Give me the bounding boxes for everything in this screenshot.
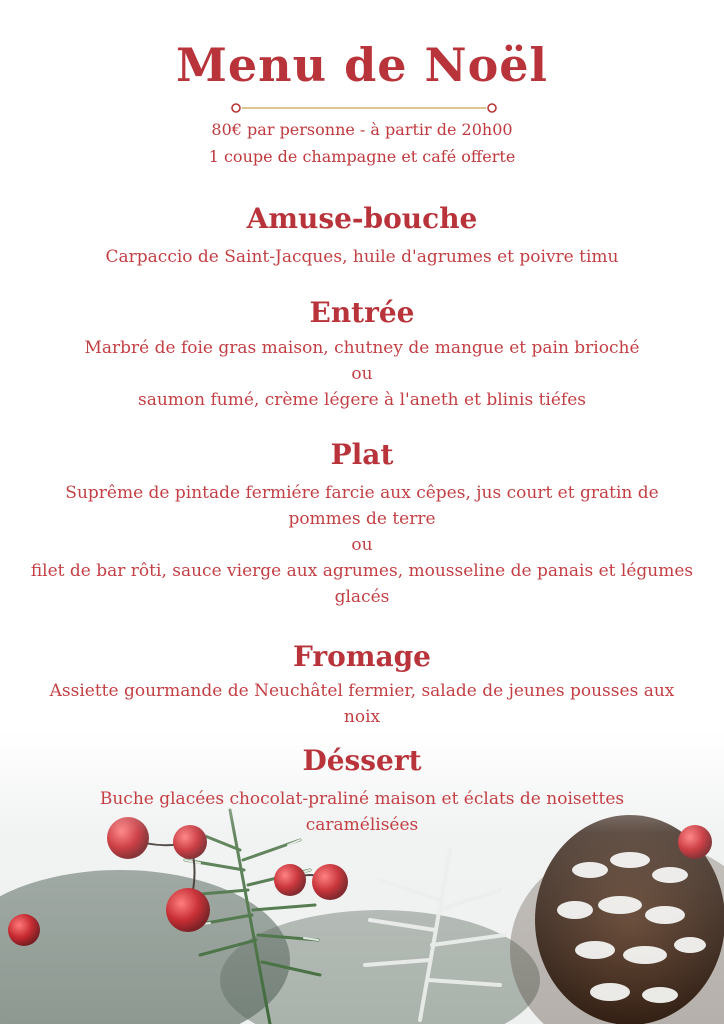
section-heading-plat: Plat [330,438,394,471]
dish-line: pommes de terre [288,509,436,529]
price-line: 80€ par personne - à partir de 20h00 [211,120,513,139]
dish-line: filet de bar rôti, sauce vierge aux agrumes, mousseline de panais et légumes [30,561,694,581]
dish-line: Carpaccio de Saint-Jacques, huile d'agrumes et poivre timu [105,247,619,267]
menu-title: Menu de Noël [175,38,548,92]
dish-line: caramélisées [305,815,419,835]
offer-line: 1 coupe de champagne et café offerte [208,147,516,166]
dish-line: Assiette gourmande de Neuchâtel fermier, salade de jeunes pousses aux [49,681,675,701]
dish-line: saumon fumé, crème légere à l'aneth et blinis tiéfes [137,390,587,410]
dish-line: Marbré de foie gras maison, chutney de mangue et pain brioché [84,338,640,358]
dish-line: glacés [334,587,390,607]
ornament-divider [228,100,500,116]
dish-line: noix [343,707,381,727]
choice-separator: ou [351,364,373,384]
section-heading-entree: Entrée [309,296,415,329]
dish-line: Buche glacées chocolat-praliné maison et éclats de noisettes [99,789,625,809]
section-heading-dessert: Déssert [302,744,422,777]
section-heading-amuse-bouche: Amuse-bouche [246,202,478,235]
dish-line: Suprême de pintade fermiére farcie aux cêpes, jus court et gratin de [65,483,659,503]
choice-separator: ou [351,535,373,555]
section-heading-fromage: Fromage [293,640,431,673]
